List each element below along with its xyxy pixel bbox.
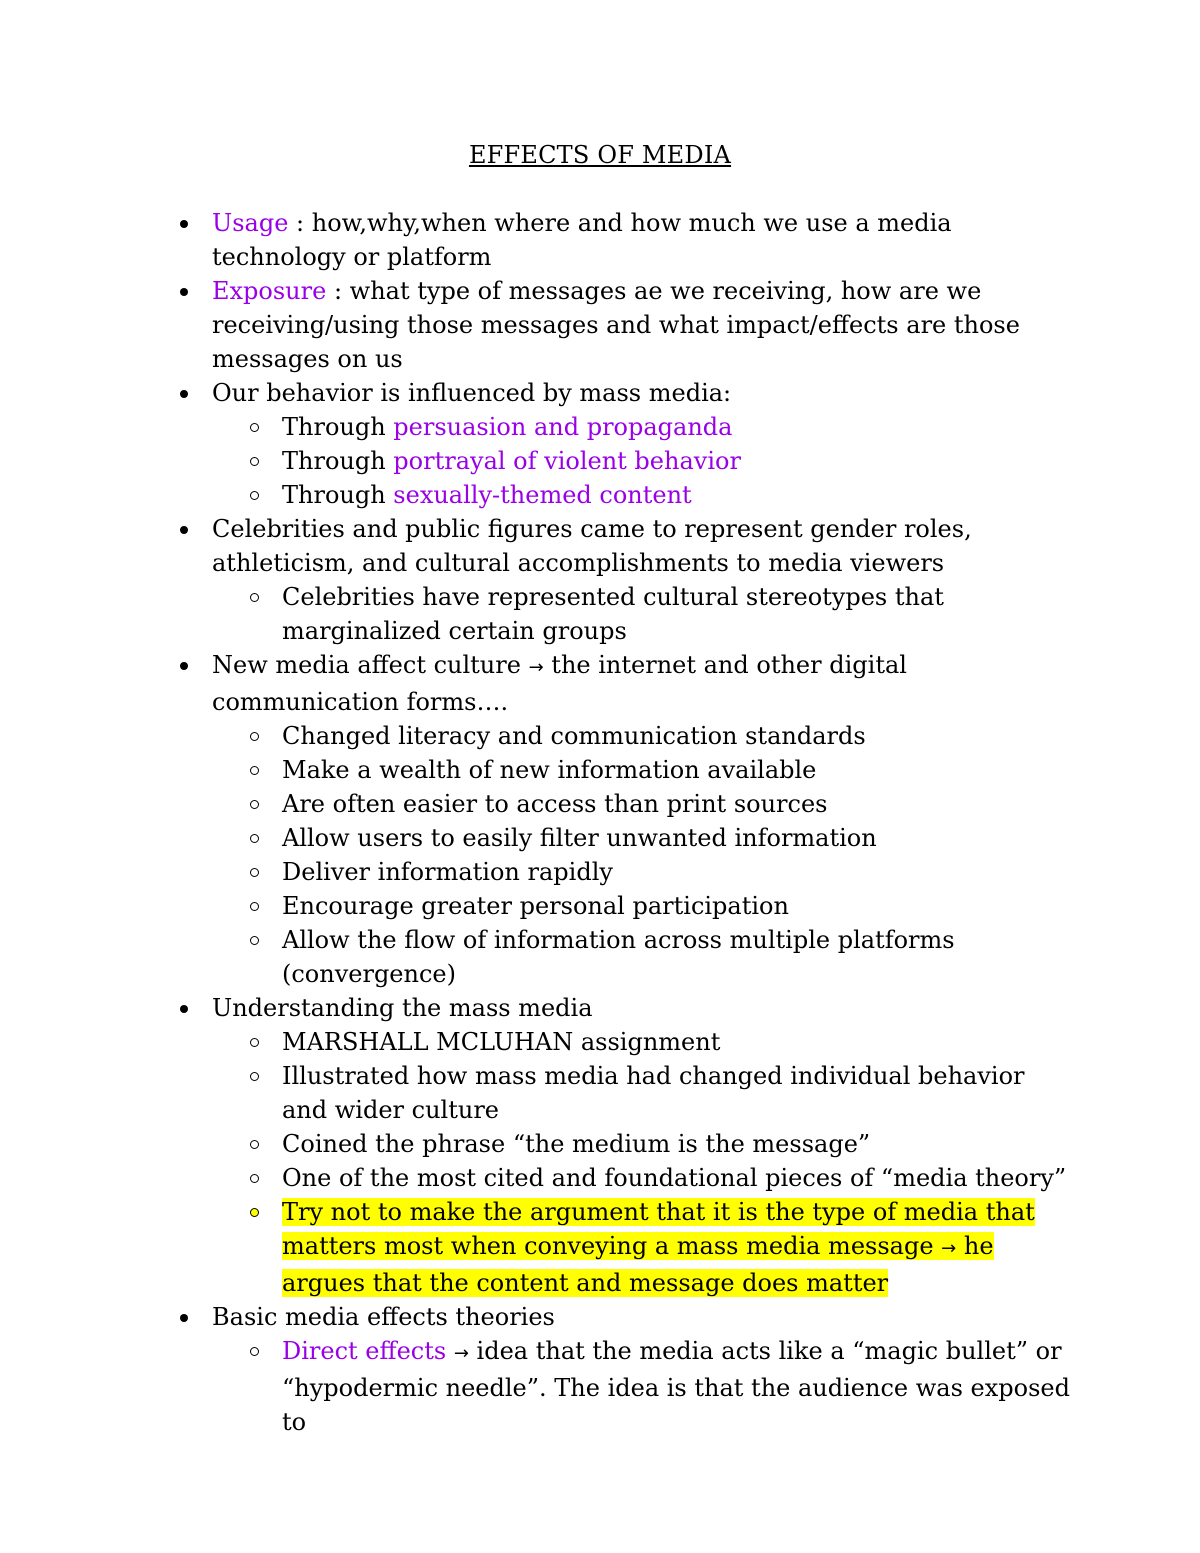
celebs-sublist	[212, 580, 1072, 648]
sub-item	[282, 719, 1072, 753]
highlight-text-a: Try not to make the argument that it is the type of media that matters most when conveying a mass media message	[282, 1198, 1035, 1260]
sub-item-text: Deliver information rapidly	[282, 858, 613, 886]
basic-text: Basic media effects theories	[212, 1303, 555, 1331]
sub-item	[282, 410, 1072, 444]
sub-item	[282, 1334, 1072, 1439]
circle-bullet-icon	[250, 593, 259, 602]
arrow-right-icon: →	[528, 657, 544, 678]
sub-item-text: Allow users to easily filter unwanted information	[282, 824, 877, 852]
sub-item-text: Make a wealth of new information available	[282, 756, 817, 784]
sub-item	[282, 1059, 1072, 1127]
sub-item	[282, 444, 1072, 478]
sub-item-text: Encourage greater personal participation	[282, 892, 789, 920]
usage-term: Usage	[212, 209, 289, 237]
circle-bullet-icon	[250, 834, 259, 843]
sub-item	[282, 889, 1072, 923]
sub-item	[282, 1161, 1072, 1195]
sub-item	[282, 821, 1072, 855]
list-item-celebrities	[0, 512, 1072, 648]
basic-sublist	[212, 1334, 1072, 1439]
list-item-behavior	[0, 376, 1072, 512]
direct-effects-text: idea that the media acts like a “magic bullet” or “hypodermic needle”. The idea is that the audience was exposed to	[282, 1337, 1070, 1436]
sub-item-text: Illustrated how mass media had changed individual behavior and wider culture	[282, 1062, 1025, 1124]
sub-item	[282, 1025, 1072, 1059]
circle-bullet-icon	[250, 800, 259, 809]
direct-effects-term: Direct effects	[282, 1337, 447, 1365]
sub-item-text: Changed literacy and communication standards	[282, 722, 866, 750]
list-item-usage	[0, 206, 1072, 274]
understanding-sublist	[212, 1025, 1072, 1300]
celebs-text: Celebrities and public figures came to represent gender roles, athleticism, and cultural accomplishments to media viewers	[212, 515, 972, 577]
circle-bullet-icon	[250, 936, 259, 945]
bullet-icon	[180, 220, 188, 228]
circle-bullet-icon	[250, 868, 259, 877]
sub-item	[282, 855, 1072, 889]
list-item-basic-theories	[0, 1300, 1072, 1439]
circle-bullet-icon	[250, 423, 259, 432]
arrow-right-icon: →	[453, 1343, 469, 1364]
circle-bullet-icon	[250, 902, 259, 911]
newmedia-text-b: the internet and other digital communication forms….	[212, 651, 907, 716]
newmedia-sublist	[212, 719, 1072, 991]
sub-item-text: One of the most cited and foundational pieces of “media theory”	[282, 1164, 1067, 1192]
circle-bullet-icon	[250, 1208, 259, 1217]
circle-bullet-icon	[250, 1174, 259, 1183]
behavior-text: Our behavior is influenced by mass media:	[212, 379, 732, 407]
circle-bullet-icon	[250, 1347, 259, 1356]
bullet-icon	[180, 390, 188, 398]
sub-item-term: sexually-themed content	[393, 481, 692, 509]
sub-item-prefix: Through	[282, 447, 394, 475]
bullet-icon	[180, 526, 188, 534]
bullet-icon	[180, 288, 188, 296]
sub-item	[282, 478, 1072, 512]
newmedia-text-a: New media affect culture	[212, 651, 529, 679]
circle-bullet-icon	[250, 732, 259, 741]
usage-text: : how,why,when where and how much we use a media technology or platform	[212, 209, 952, 271]
bullet-icon	[180, 662, 188, 670]
circle-bullet-icon	[250, 491, 259, 500]
arrow-right-icon: →	[941, 1238, 957, 1259]
list-item-new-media	[0, 648, 1072, 991]
understanding-text: Understanding the mass media	[212, 994, 593, 1022]
exposure-term: Exposure	[212, 277, 327, 305]
sub-item-text: Allow the flow of information across multiple platforms (convergence)	[282, 926, 955, 988]
sub-item-prefix: Through	[282, 481, 394, 509]
sub-item-text: MARSHALL MCLUHAN assignment	[282, 1028, 721, 1056]
circle-bullet-icon	[250, 766, 259, 775]
circle-bullet-icon	[250, 1140, 259, 1149]
exposure-text: : what type of messages ae we receiving, how are we receiving/using those messages and what impact/effects are those messages on us	[212, 277, 1020, 373]
sub-item-text: Are often easier to access than print sources	[282, 790, 828, 818]
sub-item	[282, 753, 1072, 787]
sub-item	[282, 1127, 1072, 1161]
list-item-understanding	[0, 991, 1072, 1300]
sub-item-text: Coined the phrase “the medium is the message”	[282, 1130, 871, 1158]
page-title: EFFECTS OF MEDIA	[468, 141, 732, 169]
bullet-icon	[180, 1005, 188, 1013]
highlight-text-b: he argues that the content and message does matter	[282, 1232, 994, 1297]
list-item-exposure	[0, 274, 1072, 376]
sub-item-prefix: Through	[282, 413, 394, 441]
main-list	[0, 206, 1072, 1439]
sub-item	[282, 580, 1072, 648]
sub-item-term: persuasion and propaganda	[393, 413, 733, 441]
sub-item	[282, 787, 1072, 821]
sub-item-term: portrayal of violent behavior	[393, 447, 741, 475]
circle-bullet-icon	[250, 1072, 259, 1081]
circle-bullet-icon	[250, 457, 259, 466]
sub-item	[282, 923, 1072, 991]
bullet-icon	[180, 1314, 188, 1322]
sub-item-text: Celebrities have represented cultural stereotypes that marginalized certain groups	[282, 583, 944, 645]
behavior-sublist	[212, 410, 1072, 512]
highlighted-sub-item	[282, 1195, 1072, 1300]
circle-bullet-icon	[250, 1038, 259, 1047]
